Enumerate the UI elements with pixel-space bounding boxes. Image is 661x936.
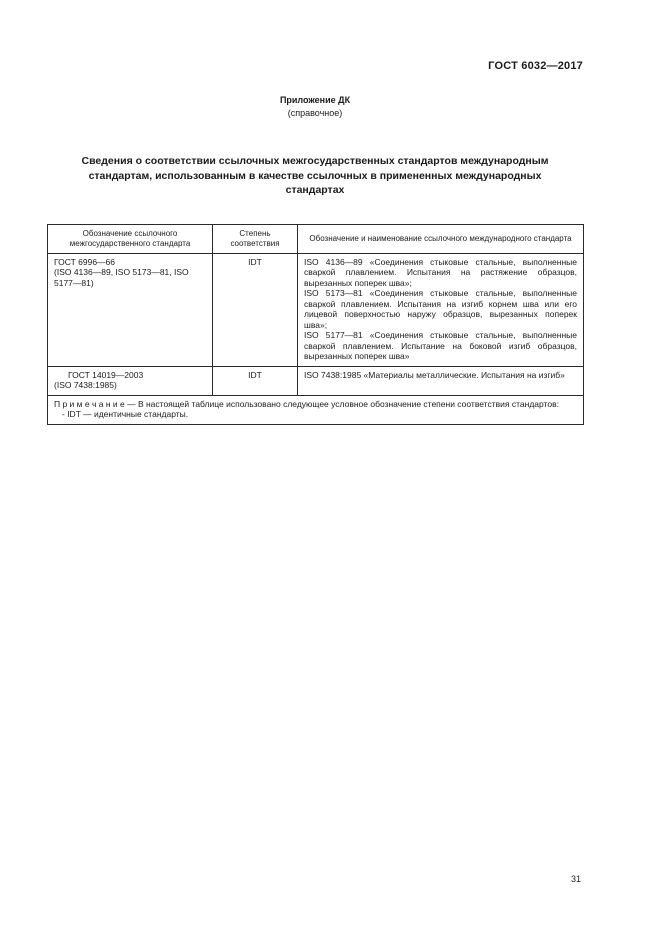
page-heading: Сведения о соответствии ссылочных межгосударственных стандартов международным стандартам, использованным в качестве ссылочных в примененных международных стандартах [81,155,549,196]
appendix-subtitle: (справочное) [287,108,343,118]
intl-standard-cell [298,366,584,395]
ref-standard-cell [48,253,213,366]
table-note-row [48,395,584,424]
intl-standard-entry: ISO 5177—81 «Соединения стыковые стальные, выполненные сваркой плавлением. Испытание на боковой изгиб образцов, вырезанных поперек шва» [304,330,577,361]
page-number: 31 [570,874,581,884]
intl-standard-entry: ISO 7438:1985 «Материалы металлические. Испытания на изгиб» [304,369,565,380]
ref-standard-cell [48,366,213,395]
column-header-ref-standard: Обозначение ссылочного межгосударственного стандарта [48,224,213,253]
note-text: П р и м е ч а н и е — В настоящей таблице использовано следующее условное обозначение степени соответствия стандартов: [54,398,559,409]
appendix-title: Приложение ДК [279,95,351,105]
intl-standard-entry: ISO 4136—89 «Соединения стыковые стальные, выполненные сваркой плавлением. Испытания на растяжение образцов, вырезанных поперек шва»; [304,256,577,288]
ref-standard-line: ГОСТ 6996—66 [54,256,116,267]
intl-standard-entry: ISO 5173—81 «Соединения стыковые стальные, выполненные сваркой плавлением. Испытания на изгиб корнем шва или его лицевой поверхностью наружу образцов, вырезанных поперек шва»; [304,288,577,330]
standards-correspondence-table [47,224,584,425]
intl-standard-cell [298,253,584,366]
note-text: - IDT — идентичные стандарты. [62,409,189,419]
table-row [48,253,584,366]
table-header [48,224,584,253]
column-header-degree: Степень соответствия [213,224,298,253]
table-row [48,366,584,395]
appendix-block [47,94,583,120]
column-header-intl-standard: Обозначение и наименование ссылочного международного стандарта [298,224,584,253]
degree-cell: IDT [213,366,298,395]
doc-number: ГОСТ 6032—2017 [488,60,583,72]
ref-standard-line: (ISO 7438:1985) [54,380,117,390]
degree-cell: IDT [213,253,298,366]
ref-standard-line: (ISO 4136—89, ISO 5173—81, ISO 5177—81) [54,267,189,288]
table-header-row [48,224,584,253]
table-note-cell [48,395,584,424]
ref-standard-line: ГОСТ 14019—2003 [68,369,144,380]
